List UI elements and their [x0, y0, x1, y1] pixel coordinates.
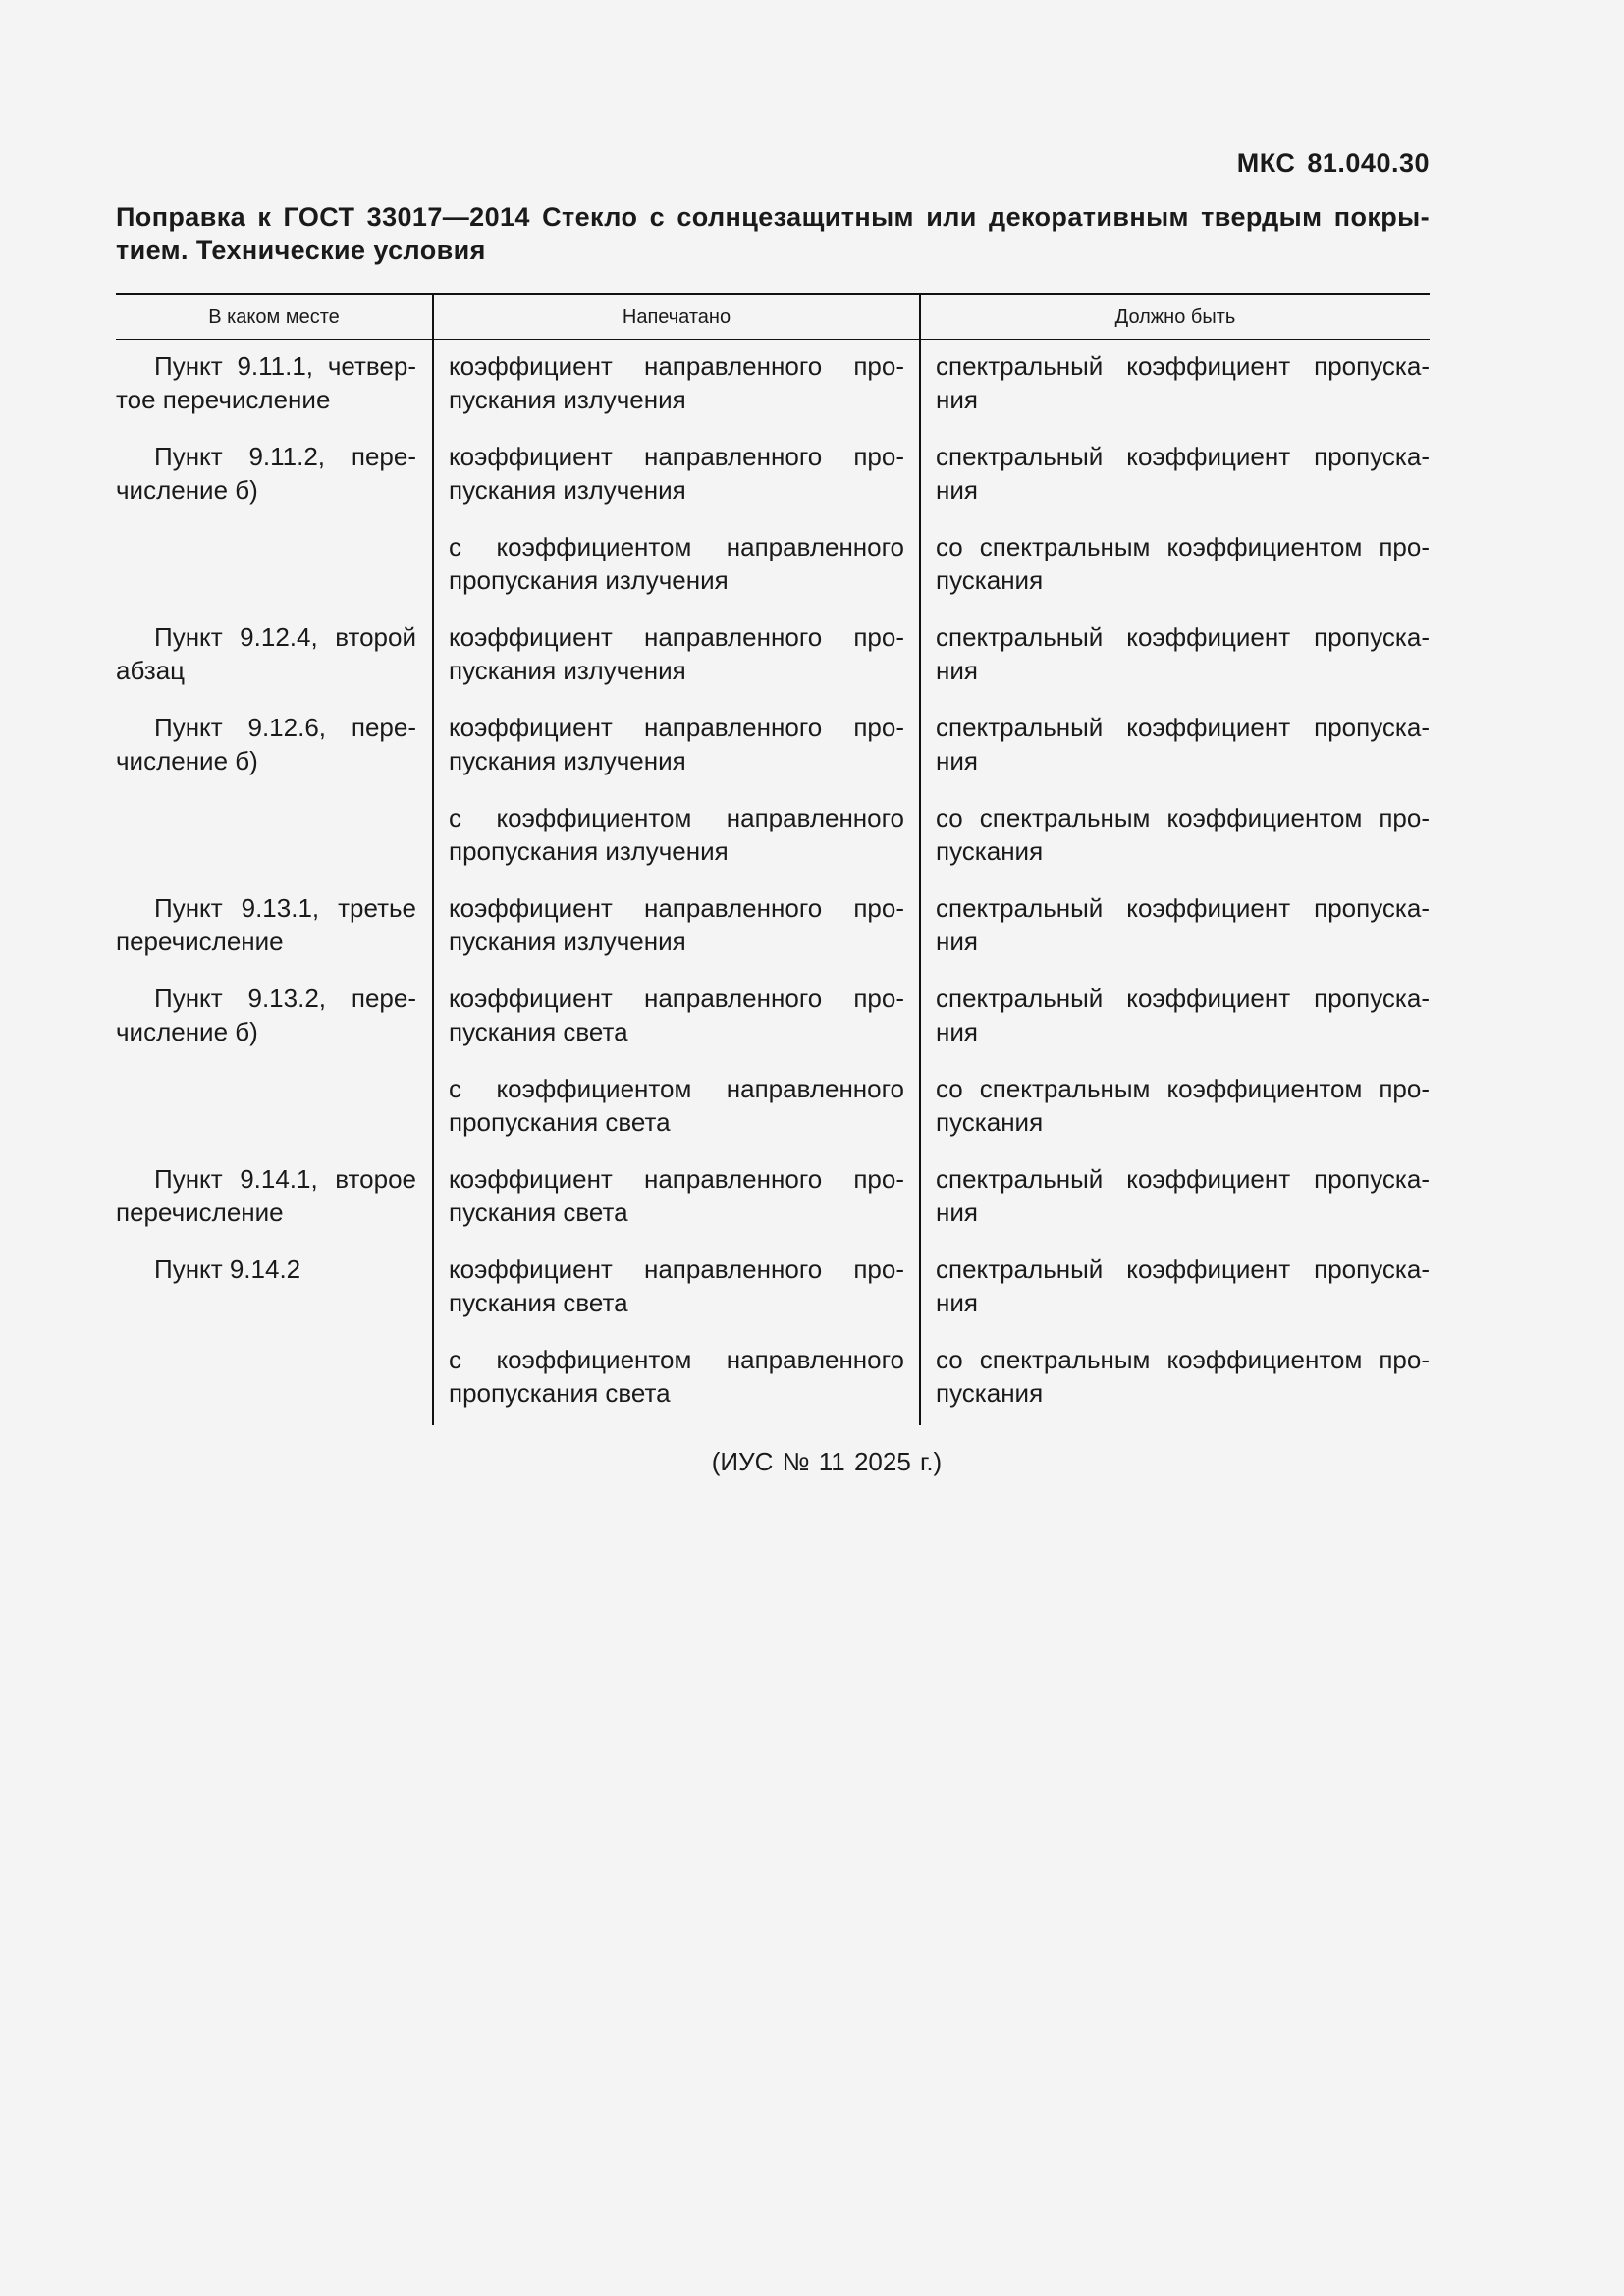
table-row — [116, 883, 1430, 974]
cell-should-be-line: ния — [936, 1288, 978, 1317]
table-row — [116, 1064, 1430, 1154]
cell-place — [116, 883, 433, 974]
cell-should-be-line: ния — [936, 927, 978, 956]
cell-place — [116, 1335, 433, 1425]
cell-printed-line: с коэффициентом направленного — [449, 803, 904, 832]
cell-printed-line: коэффициент направленного про- — [449, 713, 904, 742]
cell-should-be-line: ния — [936, 746, 978, 775]
cell-place-line: Пункт 9.11.1, четвер- — [154, 351, 416, 381]
cell-should-be-line: со спектральным коэффициентом про- — [936, 1345, 1430, 1374]
cell-should-be-line: пускания — [936, 1107, 1044, 1137]
cell-printed — [433, 1245, 920, 1335]
table-row — [116, 703, 1430, 793]
cell-place — [116, 974, 433, 1064]
cell-place-line: Пункт 9.11.2, пере- — [154, 442, 416, 471]
cell-place — [116, 1245, 433, 1335]
table-row — [116, 1335, 1430, 1425]
table-row — [116, 793, 1430, 883]
cell-printed-line: пускания излучения — [449, 746, 686, 775]
cell-place-line: числение б) — [116, 475, 258, 505]
cell-should-be-line: спектральный коэффициент пропуска- — [936, 893, 1430, 923]
cell-should-be-line: ния — [936, 1198, 978, 1227]
cell-printed-line: пускания излучения — [449, 927, 686, 956]
cell-printed-line: коэффициент направленного про- — [449, 893, 904, 923]
cell-printed-line: коэффициент направленного про- — [449, 442, 904, 471]
cell-should-be — [920, 340, 1430, 433]
column-header-printed: Напечатано — [433, 294, 920, 340]
cell-should-be-line: со спектральным коэффициентом про- — [936, 1074, 1430, 1103]
cell-should-be-line: спектральный коэффициент пропуска- — [936, 622, 1430, 652]
cell-should-be-line: ния — [936, 475, 978, 505]
table-row — [116, 1245, 1430, 1335]
cell-printed — [433, 522, 920, 613]
mks-code: МКС 81.040.30 — [1236, 148, 1430, 178]
cell-printed-line: пускания света — [449, 1017, 628, 1046]
cell-printed-line: пропускания света — [449, 1107, 671, 1137]
cell-place — [116, 340, 433, 433]
cell-printed-line: коэффициент направленного про- — [449, 1164, 904, 1194]
cell-should-be-line: спектральный коэффициент пропуска- — [936, 713, 1430, 742]
table-row — [116, 522, 1430, 613]
cell-place-line: числение б) — [116, 1017, 258, 1046]
cell-should-be-line: спектральный коэффициент пропуска- — [936, 351, 1430, 381]
cell-should-be — [920, 1064, 1430, 1154]
cell-place-line: числение б) — [116, 746, 258, 775]
cell-should-be-line: ния — [936, 1017, 978, 1046]
cell-place-line: перечисление — [116, 927, 284, 956]
cell-printed — [433, 1154, 920, 1245]
cell-should-be — [920, 703, 1430, 793]
cell-should-be-line: спектральный коэффициент пропуска- — [936, 442, 1430, 471]
cell-place — [116, 1064, 433, 1154]
cell-should-be-line: ния — [936, 385, 978, 414]
cell-printed-line: с коэффициентом направленного — [449, 1345, 904, 1374]
cell-printed-line: с коэффициентом направленного — [449, 532, 904, 561]
cell-should-be — [920, 883, 1430, 974]
cell-printed-line: пропускания излучения — [449, 565, 729, 595]
cell-printed-line: коэффициент направленного про- — [449, 1255, 904, 1284]
cell-printed-line: пускания излучения — [449, 475, 686, 505]
ius-reference: (ИУС № 11 2025 г.) — [711, 1447, 943, 1476]
cell-should-be — [920, 1154, 1430, 1245]
cell-place-line: Пункт 9.13.1, третье — [154, 893, 416, 923]
cell-printed-line: коэффициент направленного про- — [449, 984, 904, 1013]
title-line-1: Поправка к ГОСТ 33017—2014 Стекло с солнцезащитным или декоративным твердым покры- — [116, 202, 1430, 232]
cell-printed — [433, 883, 920, 974]
amendment-table — [116, 293, 1430, 1425]
cell-printed-line: пускания излучения — [449, 656, 686, 685]
cell-printed — [433, 1335, 920, 1425]
cell-printed-line: пускания излучения — [449, 385, 686, 414]
cell-should-be-line: пускания — [936, 565, 1044, 595]
cell-place — [116, 793, 433, 883]
column-header-should-be: Должно быть — [920, 294, 1430, 340]
cell-place — [116, 522, 433, 613]
cell-place — [116, 432, 433, 522]
cell-should-be — [920, 1245, 1430, 1335]
cell-printed — [433, 974, 920, 1064]
cell-should-be — [920, 974, 1430, 1064]
cell-printed-line: пропускания света — [449, 1378, 671, 1408]
cell-should-be-line: ния — [936, 656, 978, 685]
cell-place-line: Пункт 9.13.2, пере- — [154, 984, 416, 1013]
cell-place-line: перечисление — [116, 1198, 284, 1227]
cell-place — [116, 1154, 433, 1245]
document-page — [116, 145, 1430, 1478]
cell-printed — [433, 793, 920, 883]
cell-should-be-line: со спектральным коэффициентом про- — [936, 532, 1430, 561]
cell-should-be — [920, 613, 1430, 703]
cell-should-be-line: пускания — [936, 836, 1044, 866]
cell-should-be-line: со спектральным коэффициентом про- — [936, 803, 1430, 832]
cell-printed — [433, 340, 920, 433]
cell-printed-line: пускания света — [449, 1198, 628, 1227]
cell-place-line: Пункт 9.12.4, второй — [154, 622, 416, 652]
cell-printed — [433, 1064, 920, 1154]
table-body — [116, 340, 1430, 1426]
table-row — [116, 432, 1430, 522]
cell-should-be — [920, 1335, 1430, 1425]
table-row — [116, 340, 1430, 433]
cell-printed-line: с коэффициентом направленного — [449, 1074, 904, 1103]
table-row — [116, 613, 1430, 703]
cell-printed-line: пускания света — [449, 1288, 628, 1317]
cell-printed-line: пропускания излучения — [449, 836, 729, 866]
title-line-2: тием. Технические условия — [116, 236, 486, 265]
cell-place-line: тое перечисление — [116, 385, 331, 414]
cell-printed — [433, 613, 920, 703]
cell-should-be — [920, 793, 1430, 883]
cell-printed-line: коэффициент направленного про- — [449, 351, 904, 381]
cell-place-line: Пункт 9.12.6, пере- — [154, 713, 416, 742]
table-row — [116, 1154, 1430, 1245]
cell-printed-line: коэффициент направленного про- — [449, 622, 904, 652]
cell-place — [116, 613, 433, 703]
cell-place-line: Пункт 9.14.1, второе — [154, 1164, 416, 1194]
cell-should-be-line: спектральный коэффициент пропуска- — [936, 1255, 1430, 1284]
table-header-row — [116, 294, 1430, 340]
cell-should-be — [920, 522, 1430, 613]
column-header-place: В каком месте — [116, 294, 433, 340]
table-row — [116, 974, 1430, 1064]
cell-should-be — [920, 432, 1430, 522]
cell-place-line: абзац — [116, 656, 186, 685]
document-title — [116, 200, 1430, 267]
cell-should-be-line: пускания — [936, 1378, 1044, 1408]
cell-place — [116, 703, 433, 793]
cell-should-be-line: спектральный коэффициент пропуска- — [936, 1164, 1430, 1194]
cell-printed — [433, 432, 920, 522]
cell-should-be-line: спектральный коэффициент пропуска- — [936, 984, 1430, 1013]
cell-printed — [433, 703, 920, 793]
cell-place-line: Пункт 9.14.2 — [154, 1255, 301, 1284]
